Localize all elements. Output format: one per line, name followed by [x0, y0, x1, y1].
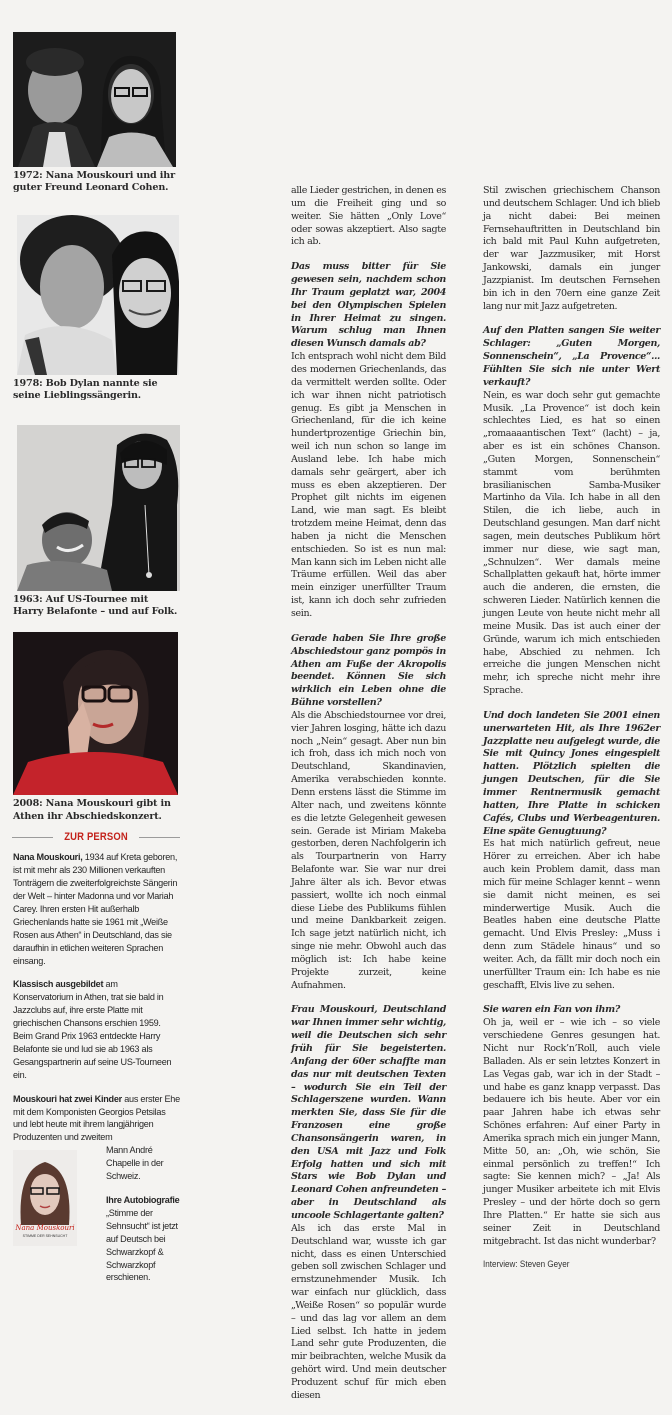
- bio-lead: Ihre Autobiografie: [106, 1195, 180, 1205]
- bio-text: „Stimme der Sehnsucht“ ist jetzt auf Deutsch bei Schwarzkopf & Schwarzkopf erschienen.: [106, 1207, 178, 1283]
- answer-paragraph: Nein, es war doch sehr gut gemachte Musik. „La Provence“ ist doch kein schlechtes Lied, es hat so einen „romaaaantischen Text“ (lacht) – ja, aber es ist ein schönes Chanson. „Guten Morgen, Sonnenschein“ stammt vom berühmten brasilianischen Samba-Musiker Martinho da Vila. Ich habe in all den Stilen, die ich liebe, auch in Deutschland gesungen. Man darf nicht sagen, mein deutsches Publikum hört immer nur diese, wie sagt man, „Schnulzen“. Wer damals meine Schallplatten gekauft hat, hörte immer auch die anderen, die ernsten, die schweren Lieder. Natürlich kennen die jungen Leute von heute nicht mehr all meine Musik. Das ist auch einer der Gründe, warum ich mich entschieden habe, Abschied zu nehmen. Ich erreiche die jungen Menschen nicht mehr, ich spreche nicht mehr ihre Sprache.: [483, 389, 660, 697]
- book-cover-icon: [13, 1150, 77, 1246]
- answer-paragraph: Oh ja, weil er – wie ich – so viele verschiedene Genres gesungen hat. Nicht nur Rock’n’Roll, auch viele Balladen. Als er sein letztes Konzert in Las Vegas gab, war ich in der Stadt – und habe es ganz knapp verpasst. Das bedauere ich bis heute. Aber vor ein paar Jahren habe ich etwas sehr Schönes erfahren: Auf einer Party in Amerika sprach mich ein junger Mann, Mitte 50, an: „Oh, wie schön, Sie einmal persönlich zu treffen!“ Ich sagte: Sie kennen mich? – „Ja! Als junger Musiker arbeitete ich mit Elvis Presley – und der hörte doch so gern Ihre Platten.“ Er hatte sie sich aus seiner Zeit in Deutschland mitgebracht. Ist das nicht wunderbar?: [483, 1017, 660, 1247]
- bio-paragraph: [106, 1194, 180, 1284]
- article-column-middle: [291, 185, 446, 1415]
- bio-text: Mann André Chapelle in der Schweiz.: [106, 1145, 164, 1182]
- book-subtitle: STIMME DER SEHNSUCHT: [22, 1234, 68, 1239]
- zur-person-header: [12, 831, 180, 843]
- answer-paragraph: Als die Abschiedstournee vor drei, vier Jahren losging, hätte ich dazu noch „Nein“ gesagt. Aber nun bin ich froh, dass ich mich noch von Deutschland, Skandinavien, Amerika verabschieden konnte. Denn erstens lässt die Stimme im Alter nach, und zweitens könnte es die letzte Gelegenheit gewesen sein. Gerade ist Miriam Makeba gestorben, deren Nachfolgerin ich als Tourpartnerin von Harry Belafonte war. Sie war nur drei Jahre älter als ich. Bevor etwas passiert, wollte ich noch einmal diese Liebe des Publikums fühlen und meine Dankbarkeit zeigen. Ich sage jetzt natürlich nicht, ich singe nie mehr. Obwohl auch das möglich ist: Ich habe keine Projekte zurzeit, keine Aufnahmen.: [291, 709, 446, 991]
- photo-caption: 2008: Nana Mouskouri gibt in Athen ihr Abschiedskonzert.: [13, 798, 171, 822]
- answer-paragraph: Ich entsprach wohl nicht dem Bild des modernen Griechenlands, das da vermittelt werden sollte. Oder ich war ihnen nicht patriotisch genug. Es gibt ja Menschen in Griechenland, für die ich keine hundertprozentige Griechin bin, weil ich nun schon so lange im Ausland lebe. Ich habe mich damals sehr geärgert, aber ich muss es eben akzeptieren. Der Prophet gilt nichts im eigenen Land, wie man sagt. Es bleibt trotzdem meine Heimat, denn das haben ja nicht die Menschen entschieden. So ist es nun mal: Man kann sich im Leben nicht alle Träume erfüllen. Weil das aber mein einziger unerfüllter Traum ist, kann ich doch sehr zufrieden sein.: [291, 351, 446, 619]
- interview-question: Und doch landeten Sie 2001 einen unerwarteten Hit, als Ihre 1962er Jazzplatte neu aufgelegt wurde, die Sie mit Quincy Jones eingespielt hatten. Plötzlich spielten die jungen Deutschen, für die Sie immer Rentnermusik gemacht hatten, Ihre Platte in schicken Cafés, Clubs und Werbeagenturen. Eine späte Genugtuung?: [483, 709, 660, 837]
- bio-paragraph: [13, 978, 180, 1081]
- sidebar-column: [12, 32, 180, 1295]
- bio-paragraph: [13, 1093, 180, 1145]
- bio-lead: Mouskouri hat zwei Kinder: [13, 1093, 122, 1104]
- interview-question: Auf den Platten sangen Sie weiter Schlager: „Guten Morgen, Sonnenschein“, „La Provence“... Fühlten Sie sich nie unter Wert verkauft?: [483, 325, 660, 388]
- bio-paragraph: [13, 851, 180, 967]
- interview-question: Das muss bitter für Sie gewesen sein, nachdem schon Ihr Traum geplatzt war, 2004 bei den Olympischen Spielen in Ihrer Heimat zu singen. Warum schlug man Ihnen diesen Wunsch damals ab?: [291, 261, 446, 350]
- zur-person-title: ZUR PERSON: [64, 831, 128, 844]
- bio-paragraph: [106, 1144, 180, 1183]
- answer-paragraph: Stil zwischen griechischem Chanson und deutschem Schlager. Und ich blieb ja nicht dabei: Bei meinen Fernsehauftritten in Deutschland bin ich bald mit Paul Kuhn aufgetreten, der war Jazzmusiker, mit Horst Jankowski, damals ein junger Jazzpianist. Im deutschen Fernsehen bin ich in den 70ern eine ganze Zeit lang nur mit Jazz aufgetreten.: [483, 185, 660, 312]
- bio-text: am Konservatorium in Athen, trat sie bald in Jazzclubs auf, ihre erste Platte mit griechischen Chansons erschien 1959. Beim Grand Prix 1963 entdeckte Harry Belafonte sie und lud sie ab 1963 als Gesangspartnerin auf seine US-Tourneen ein.: [13, 979, 172, 1080]
- divider: [139, 837, 180, 838]
- bio-text: 1934 auf Kreta geboren, ist mit mehr als 230 Millionen verkauften Tonträgern die zweiterfolgreichste Sängerin der Welt – hinter Madonna und vor Mariah Carey. Ihren ersten Hit außerhalb Griechenlands hatte sie 1961 mit „Weiße Rosen aus Athen“ in Deutschland, das sie daraufhin in etlichen weiteren Sprachen einsang.: [13, 852, 178, 966]
- photo-cohen-icon: [13, 32, 176, 167]
- photo-caption: 1972: Nana Mouskouri und ihr guter Freund Leonard Cohen.: [13, 170, 176, 194]
- book-author: Nana Mouskouri: [15, 1224, 75, 1233]
- interview-question: Sie waren ein Fan von ihm?: [483, 1004, 620, 1016]
- photo-dylan-icon: [17, 215, 179, 375]
- photo-caption: 1963: Auf US-Tournee mit Harry Belafonte – und auf Folk.: [13, 593, 178, 618]
- answer-paragraph: alle Lieder gestrichen, in denen es um die Freiheit ging und so weiter. Sie hätten „Only Love“ oder sowas akzeptiert. Also sagte ich ab.: [291, 185, 446, 248]
- bio-lead: Klassisch ausgebildet: [13, 979, 104, 990]
- photo-caption: 1978: Bob Dylan nannte sie seine Lieblingssängerin.: [13, 377, 158, 402]
- photo-belafonte-icon: [17, 425, 180, 591]
- interview-question: Frau Mouskouri, Deutschland war Ihnen immer sehr wichtig, weil die Deutschen sich sehr früh für Sie begeisterten. Anfang der 60er schaffte man das nur mit deutschen Texten – wodurch Sie ein Teil der Schlagerszene wurden. Wann merkten Sie, dass Sie für die Franzosen eine große Chansonsängerin waren, in den USA mit Jazz und Folk Erfolg hatten und sich mit Stars wie Bob Dylan und Leonard Cohen anfreundeten – aber in Deutschland als uncoole Schlagertante galten?: [291, 1004, 446, 1221]
- book-section: [12, 1144, 180, 1284]
- interview-question: Gerade haben Sie Ihre große Abschiedstour ganz pompös in Athen am Fuße der Akropolis beendet. Können Sie sich wirklich ein Leben ohne die Bühne vorstellen?: [291, 632, 446, 709]
- bio-lead: Nana Mouskouri,: [13, 852, 83, 863]
- answer-paragraph: Es hat mich natürlich gefreut, neue Hörer zu erreichen. Aber ich habe auch kein Problem damit, dass man mich für meine Schlager kennt – wenn sie damit nicht meinen, es sei minderwertige Musik. Auch die Beatles haben eine deutsche Platte gemacht. Und Elvis Presley: „Muss i denn zum Städele hinaus“ und so weiter. Ach, da fällt mir doch noch ein unerfüllter Traum ein: Ich habe es nie geschafft, Elvis live zu sehen.: [483, 838, 660, 991]
- photo-concert-icon: [13, 632, 178, 795]
- article-column-right: [483, 185, 660, 1269]
- answer-paragraph: Als ich das erste Mal in Deutschland war, wusste ich gar nicht, dass es einen Unterschied geben soll zwischen Schlager und ernstzunehmender Musik. Ich war einfach nur glücklich, dass „Weiße Rosen“ so populär wurde – und das lag vor allem an dem Lied selbst. Ich hatte in jedem Land sehr gute Produzenten, die mir beibrachten, welche Musik da gehört wird. Und mein deutscher Produzent schuf für mich eben diesen: [291, 1222, 446, 1401]
- divider: [12, 837, 53, 838]
- interview-credit: Interview: Steven Geyer: [483, 1258, 570, 1269]
- bio-text: aus erster Ehe mit dem Komponisten Georgios Petsilas und lebt heute mit ihrem langjährigen Produzenten und zweitem: [13, 1093, 180, 1143]
